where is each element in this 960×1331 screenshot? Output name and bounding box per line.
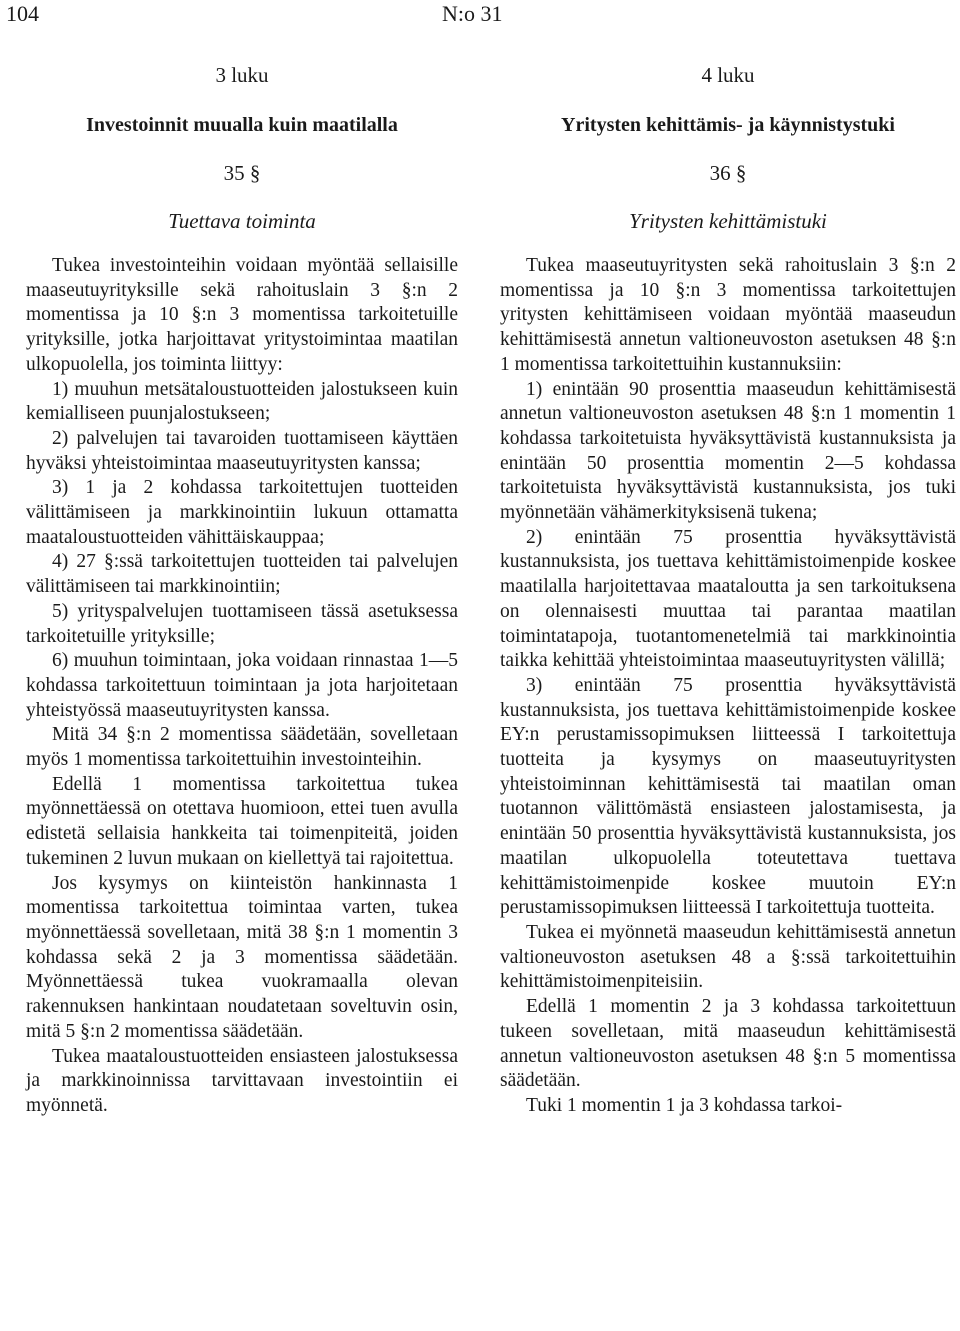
page-header: [0, 0, 960, 40]
list-item: 2) palvelujen tai tavaroiden tuottamiseen käyttäen hyväksi yhteistoimintaa maaseutuyritysten kanssa;: [26, 427, 458, 474]
paragraph: Tukea maataloustuotteiden ensiasteen jalostuksessa ja markkinoinnissa tarvittavaan investointiin ei myönnetä.: [26, 1045, 458, 1116]
list-item: 4) 27 §:ssä tarkoitettujen tuotteiden tai palvelujen välittämiseen tai markkinointiin;: [26, 551, 458, 598]
section-number: 36 §: [709, 161, 747, 185]
list-item: 1) muuhun metsätaloustuotteiden jalostukseen kuin kemialliseen puunjalostukseen;: [26, 378, 458, 425]
paragraph: Jos kysymys on kiinteistön hankinnasta 1 momentissa tarkoitettua toimintaa varten, tukea myönnettäessä sovelletaan, mitä 38 §:n 1 momentin 3 kohdassa sekä 2 ja 3 momentissa säädetään. Myönnettäessä tukea vuokramaalla olevan rakennuksen hankintaan noudatetaan soveltuvin osin, mitä 5 §:n 2 momentissa säädetään.: [26, 872, 458, 1042]
paragraph: Tuki 1 momentin 1 ja 3 kohdassa tarkoi-: [526, 1094, 843, 1116]
list-item: 5) yrityspalvelujen tuottamiseen tässä asetuksessa tarkoitetuille yrityksille;: [26, 600, 458, 647]
paragraph: Tukea investointeihin voidaan myöntää sellaisille maaseutuyrityksille sekä rahoituslain 3 §:n 2 momentissa ja 10 §:n 3 momentissa tarkoitetuille yrityksille, jotka harjoittavat yritystoimintaa maatilan ulkopuolella, jos toiminta liittyy:: [26, 255, 458, 375]
list-item: 6) muuhun toimintaan, joka voidaan rinnastaa 1—5 kohdassa tarkoitettuun toimintaan ja jota harjoitetaan yhteistyössä maaseutuyritysten kanssa.: [26, 650, 458, 721]
list-item: 3) 1 ja 2 kohdassa tarkoitettujen tuotteiden välittämiseen ja markkinointiin lukuun ottamatta maataloustuotteiden vähittäiskauppaa;: [26, 477, 458, 548]
paragraph: Mitä 34 §:n 2 momentissa säädetään, sovelletaan myös 1 momentissa tarkoitettuihin investointeihin.: [26, 724, 458, 771]
section-title: Tuettava toiminta: [168, 209, 316, 233]
chapter-heading: 3 luku: [215, 63, 269, 87]
paragraph: Tukea ei myönnetä maaseudun kehittämisestä annetun valtioneuvoston asetuksen 48 a §:ssä tarkoitettuihin kehittämistoimenpiteisiin.: [500, 921, 956, 993]
section-body: [26, 254, 458, 1119]
chapter-heading: 4 luku: [701, 63, 755, 87]
list-item: 3) enintään 75 prosenttia hyväksyttävistä kustannuksista, jos tuettava kehittämistoimenpide koskee EY:n perustamissopimuksen liitteessä I tarkoitettuja tuotteita ja kysymys on maaseutuyritysten yhteistoiminnan kehittämisestä tai maatilan oman tuotannon välittömästä ensiasteen jalostamisesta, ja enintään 50 prosenttia hyväksyttävistä kustannuksista, jos maatilan ulkopuolella toteutettava tuettava kehittämistoimenpide koskee muutoin EY:n perustamissopimuksen liitteessä I tarkoitettuja tuotteita.: [500, 674, 956, 919]
left-column: [26, 60, 458, 1119]
list-item: 1) enintään 90 prosenttia maaseudun kehittämisestä annetun valtioneuvoston asetuksen 48 §:n 1 momentin 1 kohdassa tarkoitetuista hyväksyttävistä kustannuksista ja enintään 50 prosenttia momentin 2—5 kohdassa tarkoitetuista hyväksyttävistä kustannuksista, jos tuki myönnetään vähämerkityksisenä tukena;: [500, 378, 956, 524]
list-item: 2) enintään 75 prosenttia hyväksyttävistä kustannuksista, jos tuettava kehittämistoimenpide koskee maatilalla harjoitettavaa maataloutta ja sen tarkoituksena on olennaisesti muuttaa tai parantaa maatilan toimintatapoja, tuotantomenetelmiä tai markkinointia taikka kehittää yhteistoimintaa maaseutuyritysten välillä;: [500, 526, 956, 672]
section-body: [500, 254, 956, 1119]
section-title: Yritysten kehittämistuki: [629, 209, 827, 233]
chapter-title: Yritysten kehittämis- ja käynnistystuki: [561, 114, 895, 136]
page-number: 104: [6, 1, 39, 26]
issue-number: N:o 31: [442, 1, 503, 26]
section-number: 35 §: [223, 161, 261, 185]
paragraph: Edellä 1 momentissa tarkoitettua tukea myönnettäessä on otettava huomioon, ettei tuen avulla edistetä sellaisia hankkeita tai toimenpiteitä, joiden tukeminen 2 luvun mukaan on kiellettyä tai rajoitettua.: [26, 773, 458, 869]
chapter-title: Investoinnit muualla kuin maatilalla: [86, 114, 398, 136]
right-column: [500, 60, 956, 1119]
paragraph: Tukea maaseutuyritysten sekä rahoituslain 3 §:n 2 momentissa ja 10 §:n 3 momentissa tarkoitettujen yritysten kehittämiseen voidaan myöntää maaseudun kehittämisestä annetun valtioneuvoston asetuksen 48 §:n 1 momentissa tarkoitettuihin kustannuksiin:: [500, 255, 956, 375]
paragraph: Edellä 1 momentin 2 ja 3 kohdassa tarkoitettuun tukeen sovelletaan, mitä maaseudun kehittämisestä annetun valtioneuvoston asetuksen 48 §:n 5 momentissa säädetään.: [500, 996, 956, 1092]
